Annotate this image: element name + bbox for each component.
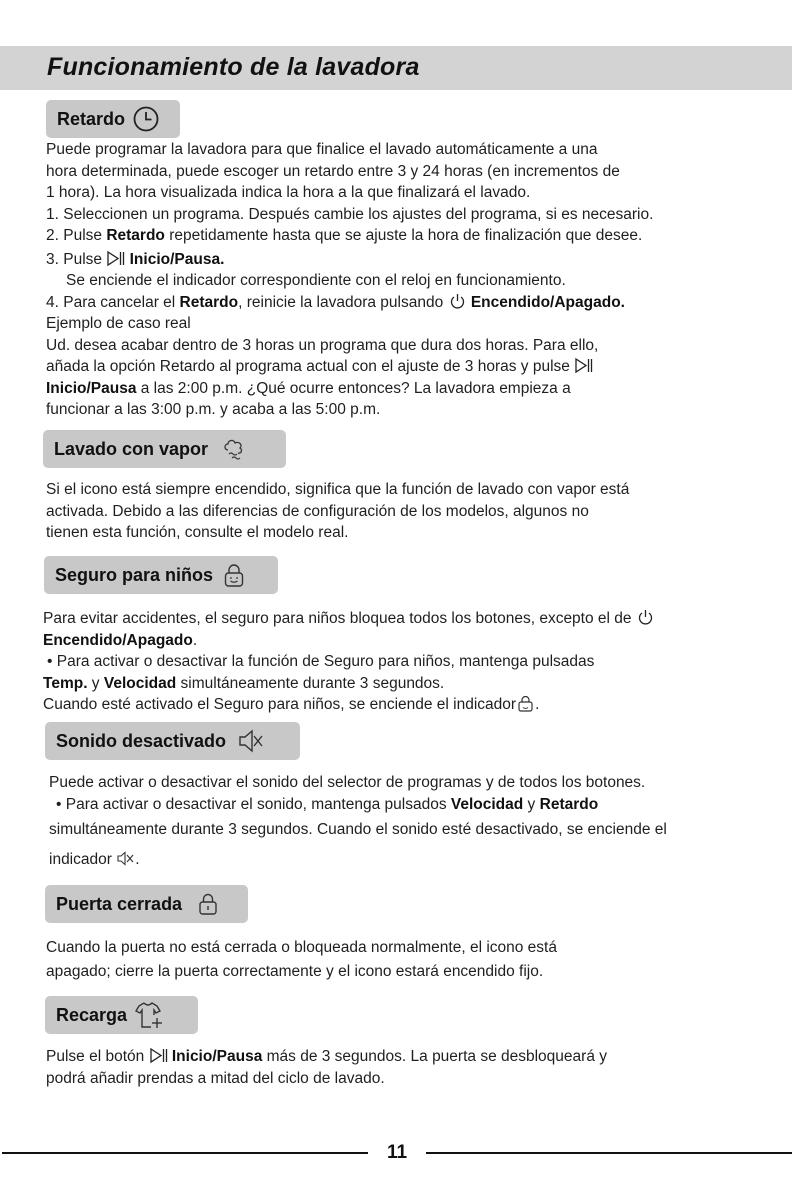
child-lock-icon <box>516 695 535 712</box>
step-4: 4. Para cancelar el Retardo, reinicie la lavadora pulsando Encendido/Apagado. <box>46 293 625 311</box>
child-lock-icon <box>220 561 248 589</box>
seguro-body <box>43 608 763 716</box>
example-line: añada la opción Retardo al programa actual con el ajuste de 3 horas y pulse <box>46 356 766 378</box>
example-title: Ejemplo de caso real <box>46 315 191 332</box>
footer-rule-right <box>426 1152 792 1154</box>
recarga-body <box>46 1046 766 1089</box>
steam-icon <box>220 435 248 463</box>
play-pause-icon <box>149 1047 168 1064</box>
text-line: apagado; cierre la puerta correctamente y el icono estará encendido fijo. <box>46 962 544 980</box>
text-line: Cuando esté activado el Seguro para niños, se enciende el indicador . <box>43 696 540 713</box>
title-banner <box>0 46 792 90</box>
text-line: Puede programar la lavadora para que finalice el lavado automáticamente a una <box>46 141 598 158</box>
text-line: Si el icono está siempre encendido, significa que la función de lavado con vapor está <box>46 481 630 498</box>
play-pause-icon <box>106 250 125 267</box>
text-line: Para evitar accidentes, el seguro para niños bloquea todos los botones, excepto el de <box>43 608 763 630</box>
retardo-body <box>46 139 766 421</box>
text-line: 1 hora). La hora visualizada indica la hora a la que finalizará el lavado. <box>46 184 531 201</box>
page-number: 11 <box>386 1142 408 1163</box>
page-title: Funcionamiento de la lavadora <box>47 53 420 81</box>
section-heading-recarga <box>45 996 198 1034</box>
heading-label: Sonido desactivado <box>56 730 227 751</box>
bullet-line: • Para activar o desactivar el sonido, mantenga pulsados Velocidad y Retardo <box>56 795 599 813</box>
power-icon <box>448 293 467 310</box>
vapor-body <box>46 479 766 544</box>
step-1: 1. Seleccionen un programa. Después cambie los ajustes del programa, si es necesario. <box>46 205 654 223</box>
example-line: Ud. desea acabar dentro de 3 horas un programa que dura dos horas. Para ello, <box>46 336 599 354</box>
step-2: 2. Pulse Retardo repetidamente hasta que se ajuste la hora de finalización que desee. <box>46 227 643 244</box>
sonido-body <box>49 772 769 870</box>
step-3: 3. Pulse Inicio/Pausa. <box>46 250 225 268</box>
text-line: Puede activar o desactivar el sonido del selector de programas y de todos los botones. <box>49 774 646 791</box>
heading-label: Seguro para niños <box>55 564 214 585</box>
page-footer <box>0 1142 792 1166</box>
example-line: Inicio/Pausa a las 2:00 p.m. ¿Qué ocurre entonces? La lavadora empieza a <box>46 379 571 397</box>
text-line: hora determinada, puede escoger un retardo entre 3 y 24 horas (en incrementos de <box>46 162 620 180</box>
play-pause-icon <box>574 357 593 374</box>
mute-icon <box>116 850 135 867</box>
footer-rule-left <box>2 1152 368 1154</box>
section-heading-sonido <box>45 722 300 760</box>
section-heading-seguro <box>44 556 278 594</box>
text-line: Pulse el botón Inicio/Pausa más de 3 segundos. La puerta se desbloqueará y <box>46 1048 607 1065</box>
text-line: indicador . <box>49 850 140 868</box>
clock-icon <box>132 105 160 133</box>
bullet-line: • Para activar o desactivar la función de Seguro para niños, mantenga pulsadas <box>47 653 595 670</box>
heading-label: Lavado con vapor <box>54 438 209 459</box>
puerta-body <box>46 937 766 982</box>
heading-label: Retardo <box>57 108 126 129</box>
power-icon <box>636 609 655 626</box>
text-line: Encendido/Apagado. <box>43 631 198 649</box>
text-line: activada. Debido a las diferencias de configuración de los modelos, algunos no <box>46 502 589 520</box>
text-line: simultáneamente durante 3 segundos. Cuando el sonido esté desactivado, se enciende el <box>49 821 667 838</box>
example-line: funcionar a las 3:00 p.m. y acaba a las 5:00 p.m. <box>46 401 381 418</box>
heading-label: Recarga <box>56 1004 128 1025</box>
step-3-detail: Se enciende el indicador correspondiente con el reloj en funcionamiento. <box>66 272 566 289</box>
section-heading-vapor <box>43 430 286 468</box>
shirt-plus-icon <box>133 999 165 1031</box>
text-line: podrá añadir prendas a mitad del ciclo de lavado. <box>46 1069 385 1087</box>
door-lock-icon <box>194 890 222 918</box>
text-line: Temp. y Velocidad simultáneamente durante 3 segundos. <box>43 674 445 692</box>
section-heading-retardo <box>46 100 180 138</box>
text-line: tienen esta función, consulte el modelo real. <box>46 524 349 541</box>
mute-icon <box>236 727 264 755</box>
text-line: Cuando la puerta no está cerrada o bloqueada normalmente, el icono está <box>46 939 557 956</box>
section-heading-puerta <box>45 885 248 923</box>
heading-label: Puerta cerrada <box>56 893 183 914</box>
